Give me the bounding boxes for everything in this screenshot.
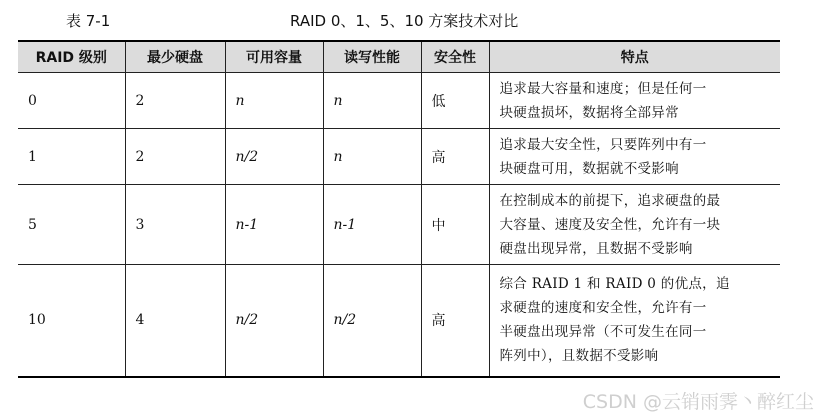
feature-line: 追求最大安全性，只要阵列中有一 [499, 136, 707, 153]
cell-level: 1 [18, 129, 125, 185]
cell-performance: n/2 [323, 265, 421, 377]
feature-line: 追求最大容量和速度；但是任何一 [499, 80, 707, 97]
feature-line: 求硬盘的速度和安全性，允许有一 [499, 300, 707, 317]
cell-level: 5 [18, 185, 125, 265]
cell-features [489, 73, 780, 129]
table-row [18, 73, 780, 129]
cell-features [489, 185, 780, 265]
cell-min-disks: 4 [125, 265, 225, 377]
table-title: RAID 0、1、5、10 方案技术对比 [290, 12, 519, 30]
cell-level: 0 [18, 73, 125, 129]
cell-capacity: n/2 [225, 265, 323, 377]
feature-line: 阵列中），且数据不受影响 [499, 348, 659, 365]
table-header-row [18, 41, 780, 73]
cell-min-disks: 3 [125, 185, 225, 265]
table-row [18, 265, 780, 377]
cell-features [489, 129, 780, 185]
cell-capacity: n/2 [225, 129, 323, 185]
feature-line: 块硬盘可用，数据就不受影响 [499, 160, 679, 177]
feature-line: 在控制成本的前提下，追求硬盘的最 [499, 192, 721, 209]
cell-security: 中 [421, 185, 489, 265]
feature-line: 半硬盘出现异常（不可发生在同一 [499, 324, 707, 341]
cell-features [489, 265, 780, 377]
raid-comparison-table [18, 40, 780, 378]
header-performance: 读写性能 [323, 41, 421, 73]
cell-capacity: n-1 [225, 185, 323, 265]
header-raid-level: RAID 级别 [18, 41, 125, 73]
feature-line: 硬盘出现异常，且数据不受影响 [499, 240, 693, 257]
header-min-disks: 最少硬盘 [125, 41, 225, 73]
header-features: 特点 [489, 41, 780, 73]
cell-performance: n [323, 73, 421, 129]
cell-security: 高 [421, 129, 489, 185]
watermark: CSDN @云销雨霁丶醉红尘 [582, 391, 814, 413]
feature-line: 大容量、速度及安全性，允许有一块 [499, 216, 721, 233]
cell-min-disks: 2 [125, 129, 225, 185]
cell-security: 低 [421, 73, 489, 129]
table-number: 表 7-1 [66, 12, 111, 30]
header-security: 安全性 [421, 41, 489, 73]
cell-level: 10 [18, 265, 125, 377]
feature-line: 块硬盘损坏，数据将全部异常 [499, 104, 679, 121]
feature-line: 综合 RAID 1 和 RAID 0 的优点，追 [499, 276, 730, 293]
header-capacity: 可用容量 [225, 41, 323, 73]
cell-security: 高 [421, 265, 489, 377]
table-row [18, 185, 780, 265]
cell-capacity: n [225, 73, 323, 129]
cell-performance: n [323, 129, 421, 185]
cell-min-disks: 2 [125, 73, 225, 129]
table-row [18, 129, 780, 185]
cell-performance: n-1 [323, 185, 421, 265]
